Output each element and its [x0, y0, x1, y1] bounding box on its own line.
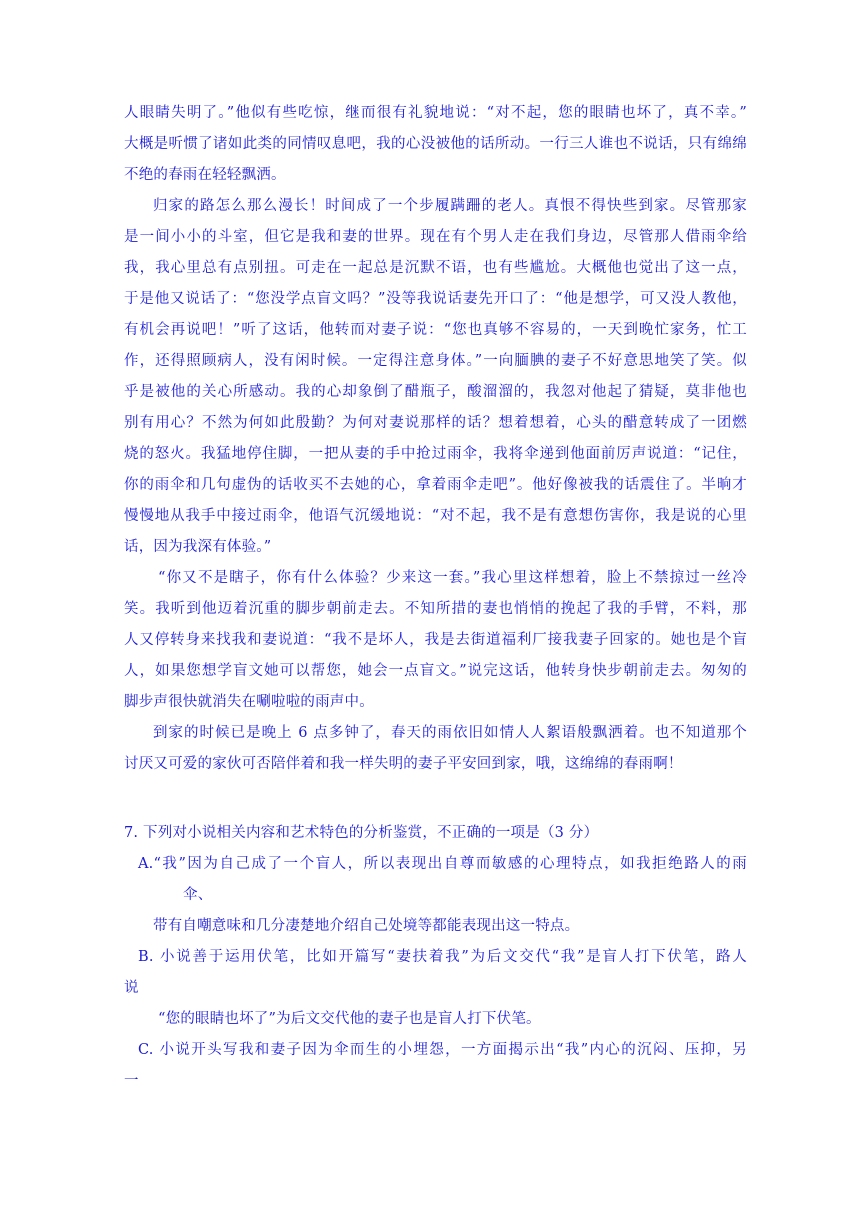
passage-line: 大概是听惯了诸如此类的同情叹息吧，我的心没被他的话所动。一行三人谁也不说话，只有绵绵: [124, 136, 747, 152]
option-a-line: 伞、: [183, 887, 213, 903]
passage-line: 别有用心？不然为何如此殷勤？为何对妻说那样的话？想着想着，心头的醋意转成了一团燃: [124, 415, 747, 431]
passage-line: 笑。我听到他迈着沉重的脚步朝前走去。不知所措的妻也悄悄的挽起了我的手臂，不料，那: [124, 601, 747, 617]
question-stem: 7. 下列对小说相关内容和艺术特色的分析鉴赏，不正确的一项是（3 分）: [124, 825, 599, 841]
passage-line: 于是他又说话了：“您没学点盲文吗？”没等我说话妻先开口了：“他是想学，可又没人教他，: [124, 291, 747, 307]
option-a-line: 带有自嘲意味和几分凄楚地介绍自己处境等都能表现出这一特点。: [153, 918, 580, 934]
passage-line: “你又不是瞎子，你有什么体验？少来这一套。”我心里这样想着，脸上不禁掠过一丝冷: [158, 570, 747, 586]
passage-line: 乎是被他的关心所感动。我的心却象倒了醋瓶子，酸溜溜的，我忽对他起了猜疑，莫非他也: [124, 384, 747, 400]
passage-line: 脚步声很快就消失在唰啦啦的雨声中。: [124, 694, 374, 710]
passage-line: 人，如果您想学盲文她可以帮您，她会一点盲文。”说完这话，他转身快步朝前走去。匆匆的: [124, 663, 747, 679]
passage-line: 你的雨伞和几句虚伪的话收买不去她的心，拿着雨伞走吧”。他好像被我的话震住了。半晌才: [124, 477, 747, 493]
option-b-line: 说: [124, 980, 139, 996]
passage-line: 归家的路怎么那么漫长！时间成了一个步履蹒跚的老人。真恨不得快些到家。尽管那家: [153, 198, 747, 214]
passage-line: 话，因为我深有体验。”: [124, 539, 272, 555]
passage-line: 我，我心里总有点别扭。可走在一起总是沉默不语，也有些尴尬。大概他也觉出了这一点，: [124, 260, 747, 276]
option-b-line: B. 小说善于运用伏笔，比如开篇写“妻扶着我”为后文交代“我”是盲人打下伏笔，路人: [138, 949, 747, 965]
passage-line: 烧的怒火。我猛地停住脚，一把从妻的手中抢过雨伞，我将伞递到他面前厉声说道：“记住，: [124, 446, 747, 462]
option-c-line: C. 小说开头写我和妻子因为伞而生的小埋怨，一方面揭示出“我”内心的沉闷、压抑，另: [138, 1042, 747, 1058]
option-a-line: A.“我”因为自己成了一个盲人，所以表现出自尊而敏感的心理特点，如我拒绝路人的雨: [138, 856, 747, 872]
option-b-line: “您的眼睛也坏了”为后文交代他的妻子也是盲人打下伏笔。: [158, 1011, 541, 1027]
passage-line: 不绝的春雨在轻轻飘洒。: [124, 167, 286, 183]
passage-line: 人又停转身来找我和妻说道：“我不是坏人，我是去街道福利厂接我妻子回家的。她也是个盲: [124, 632, 747, 648]
passage-line: 作，还得照顾病人，没有闲时候。一定得注意身体。”一向腼腆的妻子不好意思地笑了笑。似: [124, 353, 747, 369]
option-c-line: 一: [124, 1073, 139, 1089]
passage-line: 是一间小小的斗室，但它是我和妻的世界。现在有个男人走在我们身边，尽管那人借雨伞给: [124, 229, 747, 245]
passage-line: 到家的时候已是晚上 6 点多钟了，春天的雨依旧如情人人絮语般飘洒着。也不知道那个: [153, 725, 747, 741]
passage-line: 慢慢地从我手中接过雨伞，他语气沉缓地说：“对不起，我不是有意想伤害你，我是说的心里: [124, 508, 747, 524]
passage-line: 人眼睛失明了。”他似有些吃惊，继而很有礼貌地说：“对不起，您的眼睛也坏了，真不幸。”: [124, 105, 747, 121]
passage-line: 有机会再说吧！”听了这话，他转而对妻子说：“您也真够不容易的，一天到晚忙家务，忙工: [124, 322, 747, 338]
passage-line: 讨厌又可爱的家伙可否陪伴着和我一样失明的妻子平安回到家，哦，这绵绵的春雨啊！: [124, 756, 683, 772]
